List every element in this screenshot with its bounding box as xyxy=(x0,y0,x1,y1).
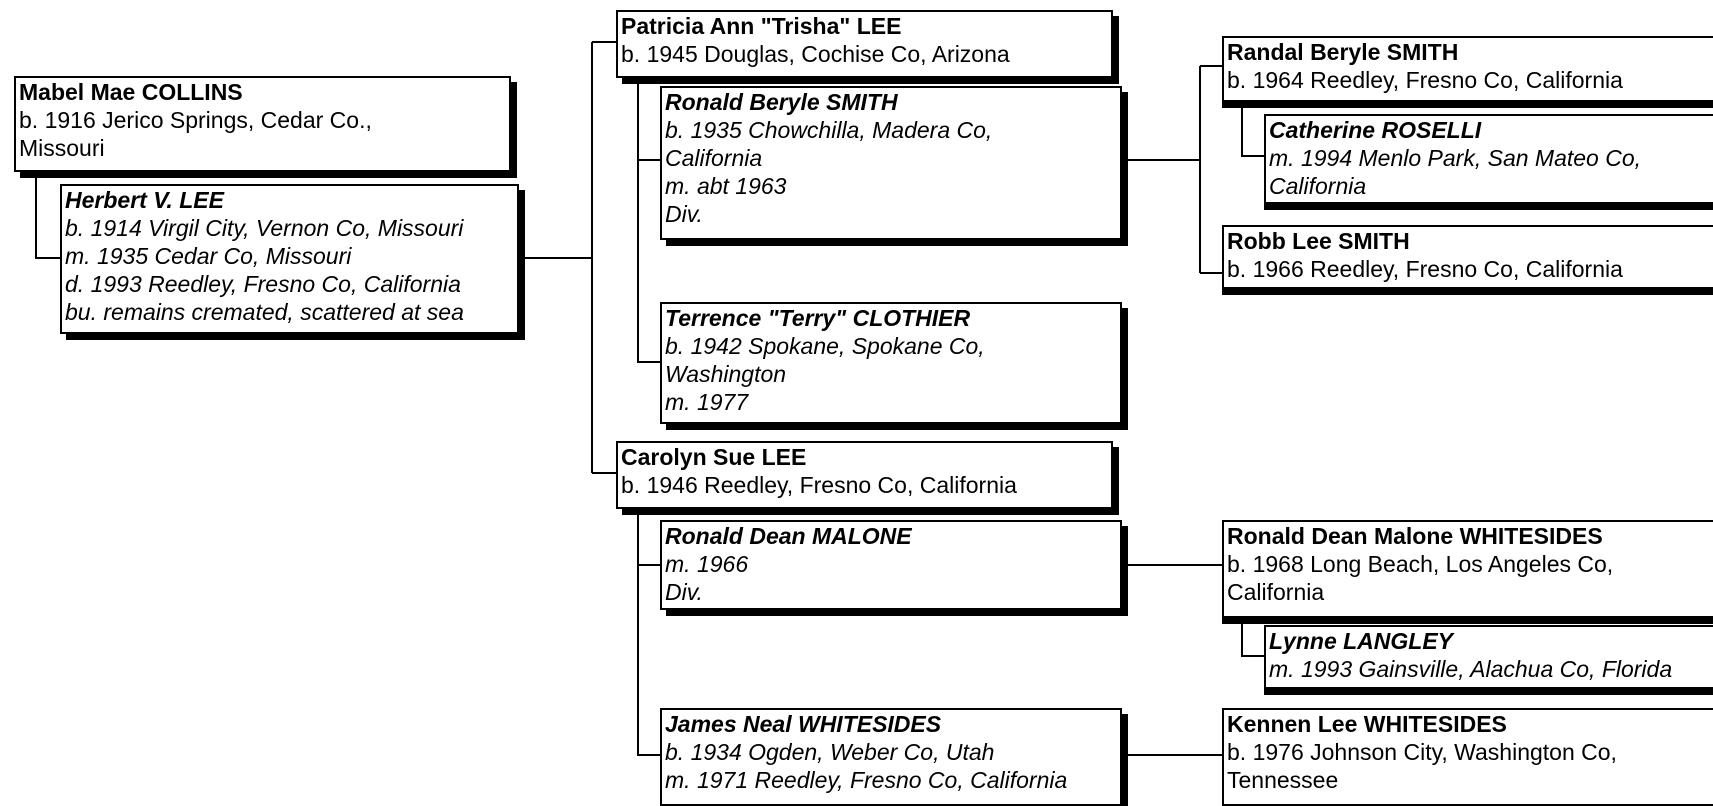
spouse-box-catherine-roselli xyxy=(1264,114,1713,204)
person-name: James Neal WHITESIDES xyxy=(665,711,942,737)
person-name: Mabel Mae COLLINS xyxy=(19,79,243,105)
person-name: Terrence "Terry" CLOTHIER xyxy=(665,305,971,331)
person-box-ronald-whitesides xyxy=(1222,520,1713,618)
spouse-box-terrence-clothier xyxy=(660,302,1122,424)
person-detail-line: d. 1993 Reedley, Fresno Co, California xyxy=(65,271,461,297)
person-detail-line: California xyxy=(1269,173,1367,199)
spouse-connector-patricia xyxy=(638,78,660,362)
spouse-connector-carolyn xyxy=(638,508,660,755)
person-detail-line: b. 1968 Long Beach, Los Angeles Co, xyxy=(1227,551,1614,577)
spouse-box-ronald-smith xyxy=(660,86,1122,240)
person-detail-line: m. 1977 xyxy=(665,389,749,415)
spouse-box-ronald-malone xyxy=(660,520,1122,610)
person-name: Ronald Dean Malone WHITESIDES xyxy=(1227,523,1603,549)
person-box-patricia-lee xyxy=(616,10,1113,78)
person-detail-line: m. abt 1963 xyxy=(665,173,787,199)
person-detail-line: b. 1914 Virgil City, Vernon Co, Missouri xyxy=(65,215,464,241)
person-detail-line: m. 1994 Menlo Park, San Mateo Co, xyxy=(1269,145,1642,171)
spouse-box-lynne-langley xyxy=(1264,625,1713,689)
person-box-randal-smith xyxy=(1222,36,1713,102)
person-detail-line: b. 1935 Chowchilla, Madera Co, xyxy=(665,117,993,143)
person-detail-line: California xyxy=(1227,579,1325,605)
person-name: Robb Lee SMITH xyxy=(1227,228,1410,254)
person-detail-line: Div. xyxy=(665,579,703,605)
person-detail-line: bu. remains cremated, scattered at sea xyxy=(65,299,464,325)
person-box-robb-smith xyxy=(1222,225,1713,289)
person-detail-line: m. 1971 Reedley, Fresno Co, California xyxy=(665,767,1068,793)
person-detail-line: b. 1964 Reedley, Fresno Co, California xyxy=(1227,67,1623,93)
spouse-box-herbert-lee xyxy=(60,184,519,334)
person-detail-line: m. 1966 xyxy=(665,551,749,577)
person-name: Kennen Lee WHITESIDES xyxy=(1227,711,1507,737)
person-detail-line: Tennessee xyxy=(1227,767,1339,793)
spouse-box-james-whitesides xyxy=(660,708,1122,806)
person-name: Ronald Dean MALONE xyxy=(665,523,912,549)
person-detail-line: b. 1916 Jerico Springs, Cedar Co., xyxy=(19,107,372,133)
spouse-connector-mabel-herbert xyxy=(36,170,60,258)
person-detail-line: m. 1935 Cedar Co, Missouri xyxy=(65,243,352,269)
person-name: Carolyn Sue LEE xyxy=(621,444,807,470)
person-name: Herbert V. LEE xyxy=(65,187,224,213)
person-name: Patricia Ann "Trisha" LEE xyxy=(621,13,902,39)
person-detail-line: Washington xyxy=(665,361,787,387)
spouse-connector-ronald-lynne xyxy=(1242,622,1264,656)
person-detail-line: b. 1945 Douglas, Cochise Co, Arizona xyxy=(621,41,1010,67)
person-name: Catherine ROSELLI xyxy=(1269,117,1482,143)
person-name: Ronald Beryle SMITH xyxy=(665,89,898,115)
person-detail-line: b. 1976 Johnson City, Washington Co, xyxy=(1227,739,1617,765)
person-box-carolyn-lee xyxy=(616,441,1113,509)
person-name: Randal Beryle SMITH xyxy=(1227,39,1459,65)
person-detail-line: Missouri xyxy=(19,135,105,161)
person-box-kennen-whitesides xyxy=(1222,708,1713,806)
person-detail-line: b. 1934 Ogden, Weber Co, Utah xyxy=(665,739,995,765)
person-detail-line: b. 1966 Reedley, Fresno Co, California xyxy=(1227,256,1623,282)
person-detail-line: m. 1993 Gainsville, Alachua Co, Florida xyxy=(1269,656,1673,682)
spouse-connector-randal-catherine xyxy=(1242,104,1264,156)
person-name: Lynne LANGLEY xyxy=(1269,628,1454,654)
person-detail-line: California xyxy=(665,145,763,171)
person-detail-line: b. 1946 Reedley, Fresno Co, California xyxy=(621,472,1017,498)
person-box-mabel-collins xyxy=(14,76,511,172)
person-detail-line: Div. xyxy=(665,201,703,227)
person-detail-line: b. 1942 Spokane, Spokane Co, xyxy=(665,333,985,359)
